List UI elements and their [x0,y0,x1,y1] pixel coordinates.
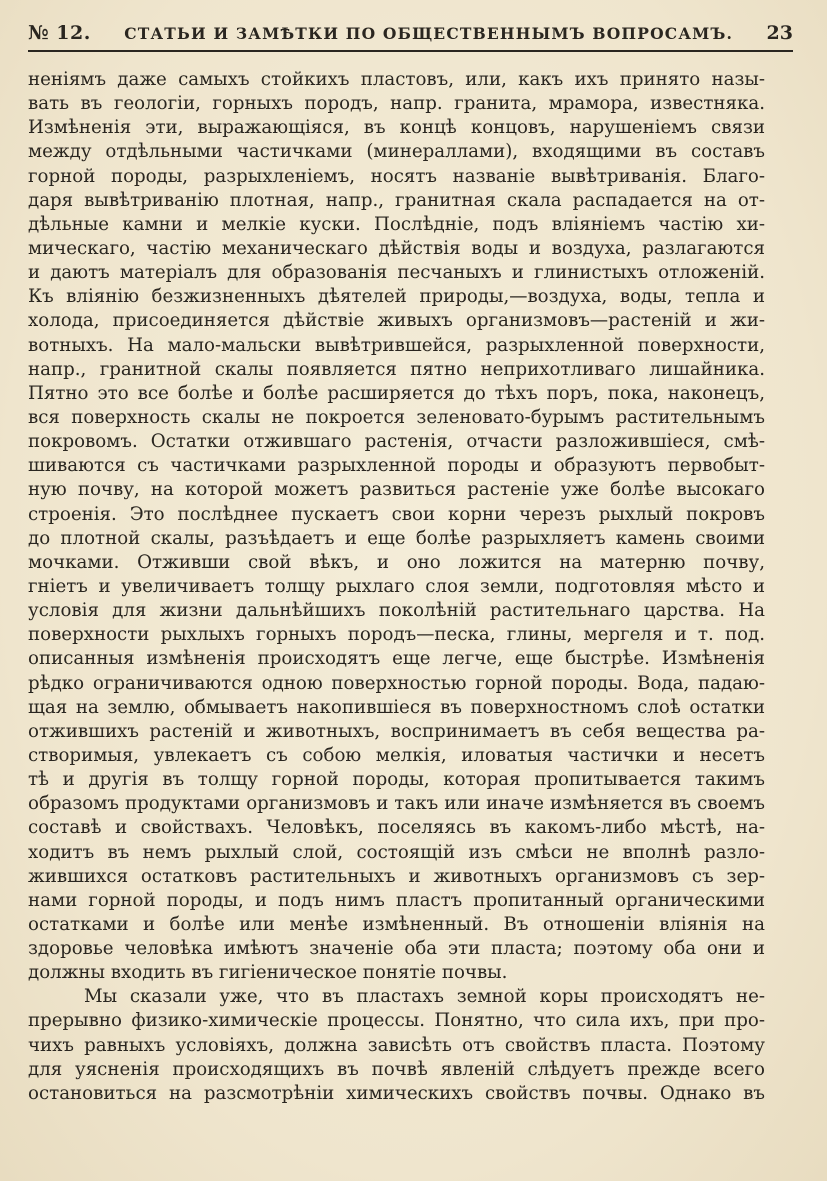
text-line: холода, присоединяется дѣйствіе живыхъ организмовъ—растеній и жи- [28,310,765,332]
text-line: Мы сказали уже, что въ пластахъ земной коры происходятъ не- [84,986,765,1008]
text-line: рѣдко ограничиваются одною поверхностью горной породы. Вода, падаю- [28,672,765,694]
text-line: мическаго, частію механическаго дѣйствія воды и воздуха, разлагаются [28,237,765,259]
text-line: Пятно это все болѣе и болѣе расширяется до тѣхъ поръ, пока, наконецъ, [28,382,765,404]
running-title: СТАТЬИ И ЗАМѢТКИ ПО ОБЩЕСТВЕННЫМЪ ВОПРОСАМЪ. [124,24,734,43]
paragraph-1 [28,68,765,985]
text-line: дѣльные камни и мелкіе куски. Послѣдніе, подъ вліяніемъ частію хи- [28,213,765,235]
text-line: даря вывѣтриванію плотная, напр., гранитная скала распадается на от- [28,189,765,211]
text-line: для уясненія происходящихъ въ почвѣ явленій слѣдуетъ прежде всего [28,1058,765,1080]
text-line: гніетъ и увеличиваетъ толщу рыхлаго слоя земли, подготовляя мѣсто и [28,575,765,597]
text-line: ную почву, на которой можетъ развиться растеніе уже болѣе высокаго [28,479,765,501]
text-line: остатками и болѣе или менѣе измѣненный. Въ отношеніи вліянія на [28,913,765,935]
text-line: вать въ геологіи, горныхъ породъ, напр. гранита, мрамора, известняка. [28,93,765,115]
text-line: поверхности рыхлыхъ горныхъ породъ—песка, глины, мергеля и т. под. [28,624,765,646]
body-text [28,68,765,1106]
text-line: покровомъ. Остатки отжившаго растенія, отчасти разложившіеся, смѣ- [28,431,765,453]
text-line: шиваются съ частичками разрыхленной породы и образуютъ первобыт- [28,455,765,477]
text-line: должны входить въ гигіеническое понятіе почвы. [28,962,508,984]
page-number: 23 [766,22,793,44]
text-line: чихъ равныхъ условіяхъ, должна зависѣть отъ свойствъ пласта. Поэтому [28,1034,765,1056]
text-line: составѣ и свойствахъ. Человѣкъ, поселяясь въ какомъ-либо мѣстѣ, на- [28,817,765,839]
text-line: между отдѣльными частичками (минераллами), входящими въ составъ [28,141,765,163]
text-line: неніямъ даже самыхъ стойкихъ пластовъ, или, какъ ихъ принято назы- [28,69,765,90]
text-line: щая на землю, обмываетъ накопившіеся въ поверхностномъ слоѣ остатки [28,696,765,718]
text-line: вотныхъ. На мало-мальски вывѣтрившейся, разрыхленной поверхности, [28,334,765,356]
text-line: строенія. Это послѣднее пускаетъ свои корни черезъ рыхлый покровъ [28,503,765,525]
text-line: образомъ продуктами организмовъ и такъ или иначе измѣняется въ своемъ [28,793,765,815]
text-line: и даютъ матеріалъ для образованія песчаныхъ и глинистыхъ отложеній. [28,262,765,284]
text-line: Къ вліянію безжизненныхъ дѣятелей природы,—воздуха, воды, тепла и [28,286,765,308]
text-line: горной породы, разрыхленіемъ, носятъ названіе вывѣтриванія. Благо- [28,165,765,187]
text-line: здоровье человѣка имѣютъ значеніе оба эти пласта; поэтому оба они и [28,938,765,960]
text-line: мочками. Отживши свой вѣкъ, и оно ложится на матерню почву, [28,551,765,573]
running-header [28,22,793,50]
text-line: вся поверхность скалы не покроется зеленовато-бурымъ растительнымъ [28,406,765,428]
header-rule [28,50,793,52]
text-line: створимыя, увлекаетъ съ собою мелкія, иловатыя частички и несетъ [28,744,765,766]
text-line: прерывно физико-химическіе процессы. Понятно, что сила ихъ, при про- [28,1010,765,1032]
text-line: до плотной скалы, разъѣдаетъ и еще болѣе разрыхляетъ камень своими [28,527,765,549]
text-line: остановиться на разсмотрѣніи химическихъ свойствъ почвы. Однако въ [28,1082,765,1104]
text-line: жившихся остатковъ растительныхъ и животныхъ организмовъ съ зер- [28,865,765,887]
text-line: напр., гранитной скалы появляется пятно неприхотливаго лишайника. [28,358,765,380]
text-line: тѣ и другія въ толщу горной породы, которая пропитывается такимъ [28,769,765,791]
text-line: описанныя измѣненія происходятъ еще легче, еще быстрѣе. Измѣненія [28,648,765,670]
issue-number: № 12. [28,22,91,44]
text-line: ходитъ въ немъ рыхлый слой, состоящій изъ смѣси не вполнѣ разло- [28,841,765,863]
text-line: Измѣненія эти, выражающіяся, въ концѣ концовъ, нарушеніемъ связи [28,117,765,139]
text-line: отжившихъ растеній и животныхъ, воспринимаетъ въ себя вещества ра- [28,720,765,742]
text-line: условія для жизни дальнѣйшихъ поколѣній растительнаго царства. На [28,600,765,622]
text-line: нами горной породы, и подъ нимъ пластъ пропитанный органическими [28,889,765,911]
paragraph-2 [28,985,765,1106]
